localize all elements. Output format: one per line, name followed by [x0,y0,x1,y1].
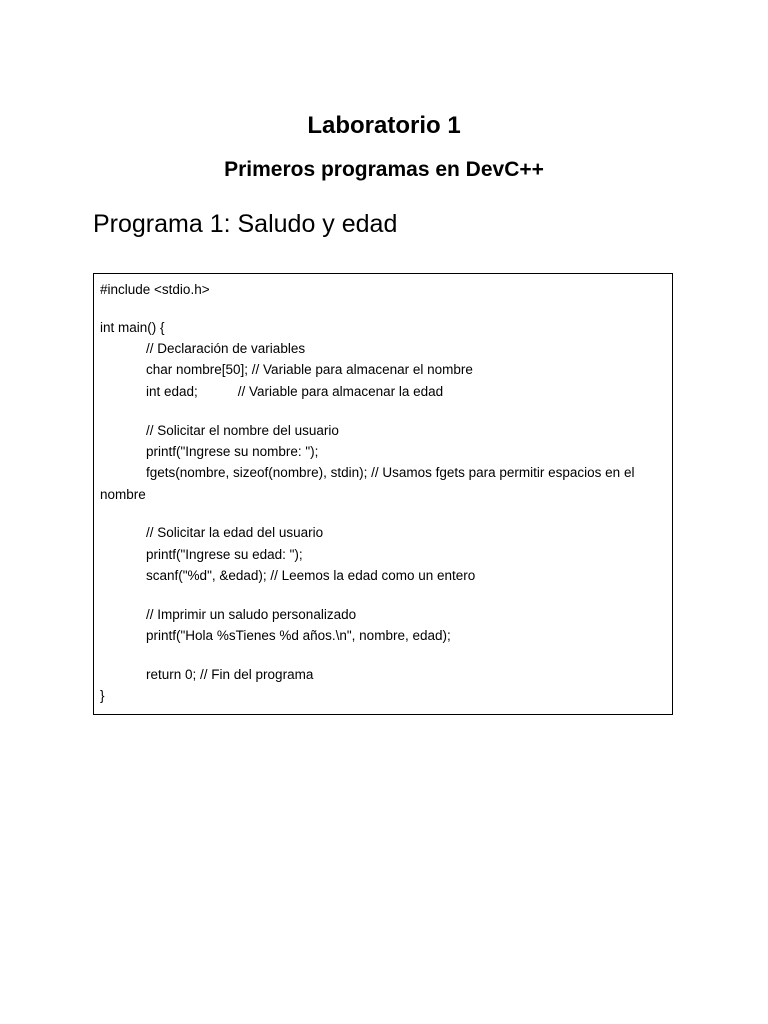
code-comment-declaration: // Declaración de variables [146,341,306,356]
section-heading: Programa 1: Saludo y edad [93,210,398,238]
code-comment-ask-name: // Solicitar el nombre del usuario [146,423,339,438]
code-comment-ask-age: // Solicitar la edad del usuario [146,525,324,540]
code-line-fgets: fgets(nombre, sizeof(nombre), stdin); // Usamos fgets para permitir espacios en el [146,465,635,480]
code-listing-box [93,273,673,715]
code-int-comment: // Variable para almacenar la edad [237,384,444,399]
code-line-include: #include <stdio.h> [100,282,210,297]
code-line-printf-age: printf("Ingrese su edad: "); [146,547,303,562]
code-line-char-decl: char nombre[50]; // Variable para almacenar el nombre [146,362,473,377]
code-line-scanf: scanf("%d", &edad); // Leemos la edad como un entero [146,568,476,583]
page-subtitle: Primeros programas en DevC++ [224,158,544,181]
code-int-statement: int edad; [146,384,198,399]
code-line-int-decl [146,383,443,401]
code-line-main: int main() { [100,320,165,335]
code-line-printf-greeting: printf("Hola %sTienes %d años.\n", nombre, edad); [146,628,451,643]
code-line-return: return 0; // Fin del programa [146,667,314,682]
page-title: Laboratorio 1 [307,112,461,139]
code-line-close-brace: } [100,688,105,703]
code-comment-print: // Imprimir un saludo personalizado [146,607,357,622]
code-line-fgets-wrap: nombre [100,487,146,502]
code-line-printf-name: printf("Ingrese su nombre: "); [146,444,319,459]
